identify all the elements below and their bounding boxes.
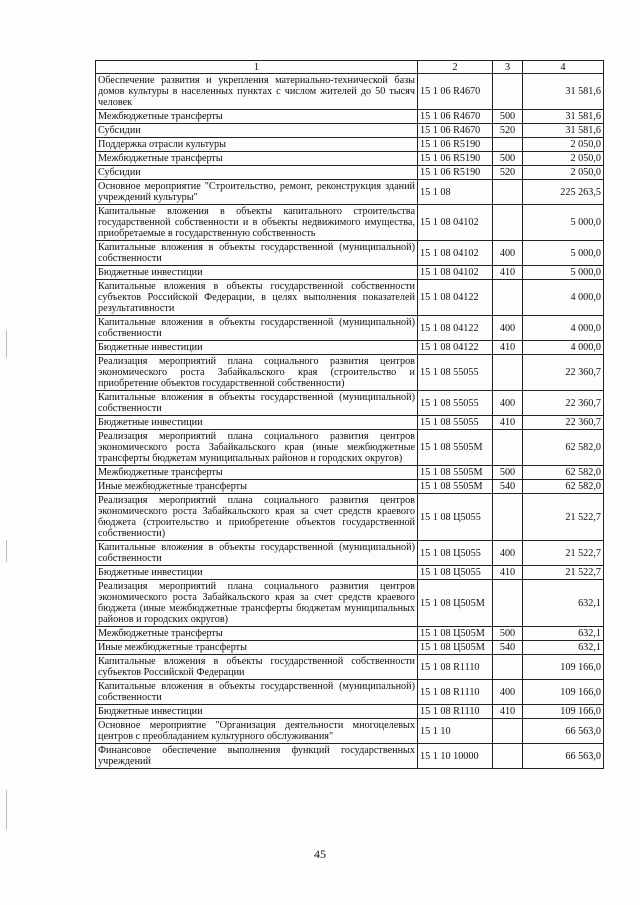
- table-row: [96, 152, 604, 166]
- target-article-code-cell: 15 1 08 04102: [418, 205, 493, 241]
- table-row: [96, 355, 604, 391]
- table-row: [96, 566, 604, 580]
- table-row: [96, 180, 604, 205]
- expense-type-cell: 540: [493, 641, 523, 655]
- amount-cell: 5 000,0: [523, 205, 604, 241]
- expense-name-cell: Бюджетные инвестиции: [96, 416, 418, 430]
- expense-name-cell: Бюджетные инвестиции: [96, 566, 418, 580]
- budget-table: [95, 60, 604, 769]
- expense-name-cell: Капитальные вложения в объекты государственной (муниципальной) собственности: [96, 316, 418, 341]
- table-row: [96, 166, 604, 180]
- expense-type-cell: 500: [493, 627, 523, 641]
- amount-cell: 31 581,6: [523, 110, 604, 124]
- expense-name-cell: Капитальные вложения в объекты государственной (муниципальной) собственности: [96, 241, 418, 266]
- table-row: [96, 744, 604, 769]
- target-article-code-cell: 15 1 08 R1110: [418, 705, 493, 719]
- expense-type-cell: [493, 138, 523, 152]
- table-row: [96, 494, 604, 541]
- expense-type-cell: 500: [493, 152, 523, 166]
- amount-cell: 62 582,0: [523, 466, 604, 480]
- column-number-1: 1: [96, 61, 418, 74]
- expense-name-cell: Субсидии: [96, 166, 418, 180]
- target-article-code-cell: 15 1 08 04122: [418, 316, 493, 341]
- table-row: [96, 124, 604, 138]
- amount-cell: 22 360,7: [523, 391, 604, 416]
- expense-type-cell: [493, 719, 523, 744]
- amount-cell: 2 050,0: [523, 138, 604, 152]
- amount-cell: 632,1: [523, 580, 604, 627]
- table-row: [96, 655, 604, 680]
- amount-cell: 31 581,6: [523, 74, 604, 110]
- table-row: [96, 580, 604, 627]
- target-article-code-cell: 15 1 08: [418, 180, 493, 205]
- amount-cell: 31 581,6: [523, 124, 604, 138]
- column-number-2: 2: [418, 61, 493, 74]
- amount-cell: 632,1: [523, 641, 604, 655]
- column-number-3: 3: [493, 61, 523, 74]
- table-row: [96, 110, 604, 124]
- expense-name-cell: Иные межбюджетные трансферты: [96, 480, 418, 494]
- expense-type-cell: 410: [493, 341, 523, 355]
- amount-cell: 22 360,7: [523, 416, 604, 430]
- table-row: [96, 316, 604, 341]
- scan-edge-mark: [6, 330, 7, 358]
- expense-type-cell: [493, 205, 523, 241]
- expense-type-cell: 520: [493, 124, 523, 138]
- expense-type-cell: [493, 355, 523, 391]
- expense-name-cell: Реализация мероприятий плана социального развития центров экономического роста Забайкальского края (строительство и приобретение объектов государственной собственности): [96, 355, 418, 391]
- table-row: [96, 705, 604, 719]
- expense-name-cell: Межбюджетные трансферты: [96, 110, 418, 124]
- amount-cell: 109 166,0: [523, 655, 604, 680]
- table-row: [96, 205, 604, 241]
- expense-type-cell: 410: [493, 266, 523, 280]
- amount-cell: 21 522,7: [523, 494, 604, 541]
- expense-type-cell: [493, 180, 523, 205]
- table-row: [96, 341, 604, 355]
- table-row: [96, 138, 604, 152]
- amount-cell: 5 000,0: [523, 241, 604, 266]
- table-row: [96, 391, 604, 416]
- table-row: [96, 466, 604, 480]
- target-article-code-cell: 15 1 08 5505М: [418, 480, 493, 494]
- expense-type-cell: 520: [493, 166, 523, 180]
- expense-name-cell: Основное мероприятие "Организация деятельности многоцелевых центров с преобладанием культурного обслуживания": [96, 719, 418, 744]
- expense-type-cell: [493, 430, 523, 466]
- column-number-4: 4: [523, 61, 604, 74]
- amount-cell: 66 563,0: [523, 744, 604, 769]
- target-article-code-cell: 15 1 08 55055: [418, 355, 493, 391]
- expense-type-cell: 410: [493, 566, 523, 580]
- target-article-code-cell: 15 1 08 55055: [418, 416, 493, 430]
- amount-cell: 62 582,0: [523, 430, 604, 466]
- expense-type-cell: [493, 74, 523, 110]
- expense-name-cell: Основное мероприятие "Строительство, ремонт, реконструкция зданий учреждений культуры": [96, 180, 418, 205]
- amount-cell: 5 000,0: [523, 266, 604, 280]
- expense-name-cell: Бюджетные инвестиции: [96, 705, 418, 719]
- amount-cell: 62 582,0: [523, 480, 604, 494]
- amount-cell: 4 000,0: [523, 280, 604, 316]
- page-number: 45: [314, 847, 326, 861]
- amount-cell: 4 000,0: [523, 341, 604, 355]
- target-article-code-cell: 15 1 10: [418, 719, 493, 744]
- target-article-code-cell: 15 1 06 R4670: [418, 110, 493, 124]
- table-row: [96, 680, 604, 705]
- amount-cell: 109 166,0: [523, 705, 604, 719]
- target-article-code-cell: 15 1 08 Ц505М: [418, 580, 493, 627]
- table-row: [96, 719, 604, 744]
- amount-cell: 66 563,0: [523, 719, 604, 744]
- amount-cell: 2 050,0: [523, 152, 604, 166]
- expense-name-cell: Реализация мероприятий плана социального развития центров экономического роста Забайкальского края за счет средств краевого бюджета (строительство и приобретение объектов государственной собственности): [96, 494, 418, 541]
- target-article-code-cell: 15 1 06 R5190: [418, 166, 493, 180]
- budget-table-body: [96, 61, 604, 769]
- target-article-code-cell: 15 1 08 Ц5055: [418, 541, 493, 566]
- expense-type-cell: [493, 580, 523, 627]
- target-article-code-cell: 15 1 08 04122: [418, 341, 493, 355]
- expense-type-cell: 540: [493, 480, 523, 494]
- target-article-code-cell: 15 1 08 55055: [418, 391, 493, 416]
- expense-name-cell: Бюджетные инвестиции: [96, 341, 418, 355]
- expense-type-cell: [493, 494, 523, 541]
- amount-cell: 22 360,7: [523, 355, 604, 391]
- target-article-code-cell: 15 1 08 5505М: [418, 430, 493, 466]
- amount-cell: 109 166,0: [523, 680, 604, 705]
- expense-type-cell: 500: [493, 110, 523, 124]
- table-header-row: [96, 61, 604, 74]
- expense-name-cell: Финансовое обеспечение выполнения функций государственных учреждений: [96, 744, 418, 769]
- expense-type-cell: 400: [493, 680, 523, 705]
- table-row: [96, 641, 604, 655]
- expense-name-cell: Капитальные вложения в объекты государственной собственности субъектов Российской Федерации, в целях выполнения показателей результативности: [96, 280, 418, 316]
- expense-type-cell: 400: [493, 391, 523, 416]
- target-article-code-cell: 15 1 06 R4670: [418, 124, 493, 138]
- target-article-code-cell: 15 1 06 R5190: [418, 152, 493, 166]
- table-row: [96, 480, 604, 494]
- amount-cell: 2 050,0: [523, 166, 604, 180]
- amount-cell: 21 522,7: [523, 541, 604, 566]
- expense-name-cell: Межбюджетные трансферты: [96, 466, 418, 480]
- expense-name-cell: Межбюджетные трансферты: [96, 152, 418, 166]
- target-article-code-cell: 15 1 08 R1110: [418, 655, 493, 680]
- target-article-code-cell: 15 1 08 Ц5055: [418, 566, 493, 580]
- expense-type-cell: 400: [493, 541, 523, 566]
- table-row: [96, 541, 604, 566]
- amount-cell: 225 263,5: [523, 180, 604, 205]
- table-row: [96, 280, 604, 316]
- amount-cell: 4 000,0: [523, 316, 604, 341]
- expense-type-cell: 410: [493, 705, 523, 719]
- expense-type-cell: 500: [493, 466, 523, 480]
- expense-name-cell: Капитальные вложения в объекты капитального строительства государственной собственности и в объекты недвижимого имущества, приобретаемые в государственную собственность: [96, 205, 418, 241]
- expense-name-cell: Капитальные вложения в объекты государственной (муниципальной) собственности: [96, 541, 418, 566]
- target-article-code-cell: 15 1 08 Ц505М: [418, 627, 493, 641]
- amount-cell: 632,1: [523, 627, 604, 641]
- expense-type-cell: 400: [493, 316, 523, 341]
- target-article-code-cell: 15 1 08 R1110: [418, 680, 493, 705]
- target-article-code-cell: 15 1 08 5505М: [418, 466, 493, 480]
- table-row: [96, 430, 604, 466]
- table-row: [96, 266, 604, 280]
- expense-name-cell: Капитальные вложения в объекты государственной собственности субъектов Российской Федерации: [96, 655, 418, 680]
- target-article-code-cell: 15 1 06 R5190: [418, 138, 493, 152]
- expense-name-cell: Межбюджетные трансферты: [96, 627, 418, 641]
- expense-name-cell: Реализация мероприятий плана социального развития центров экономического роста Забайкальского края (иные межбюджетные трансферты бюджетам муниципальных районов и городских округов): [96, 430, 418, 466]
- expense-name-cell: Субсидии: [96, 124, 418, 138]
- expense-name-cell: Бюджетные инвестиции: [96, 266, 418, 280]
- scan-edge-mark: [6, 790, 7, 830]
- expense-type-cell: [493, 280, 523, 316]
- target-article-code-cell: 15 1 08 04102: [418, 241, 493, 266]
- table-row: [96, 627, 604, 641]
- expense-name-cell: Обеспечение развития и укрепления материально-технической базы домов культуры в населенных пунктах с числом жителей до 50 тысяч человек: [96, 74, 418, 110]
- expense-type-cell: 400: [493, 241, 523, 266]
- target-article-code-cell: 15 1 08 Ц505М: [418, 641, 493, 655]
- target-article-code-cell: 15 1 06 R4670: [418, 74, 493, 110]
- expense-name-cell: Капитальные вложения в объекты государственной (муниципальной) собственности: [96, 680, 418, 705]
- target-article-code-cell: 15 1 08 Ц5055: [418, 494, 493, 541]
- target-article-code-cell: 15 1 08 04122: [418, 280, 493, 316]
- expense-type-cell: [493, 655, 523, 680]
- amount-cell: 21 522,7: [523, 566, 604, 580]
- scan-edge-mark: [6, 540, 7, 562]
- expense-name-cell: Поддержка отрасли культуры: [96, 138, 418, 152]
- expense-name-cell: Реализация мероприятий плана социального развития центров экономического роста Забайкальского края за счет средств краевого бюджета (иные межбюджетные трансферты бюджетам муниципальных районов и городских округов): [96, 580, 418, 627]
- expense-name-cell: Капитальные вложения в объекты государственной (муниципальной) собственности: [96, 391, 418, 416]
- expense-type-cell: [493, 744, 523, 769]
- expense-type-cell: 410: [493, 416, 523, 430]
- target-article-code-cell: 15 1 10 10000: [418, 744, 493, 769]
- table-row: [96, 416, 604, 430]
- target-article-code-cell: 15 1 08 04102: [418, 266, 493, 280]
- expense-name-cell: Иные межбюджетные трансферты: [96, 641, 418, 655]
- table-row: [96, 74, 604, 110]
- table-row: [96, 241, 604, 266]
